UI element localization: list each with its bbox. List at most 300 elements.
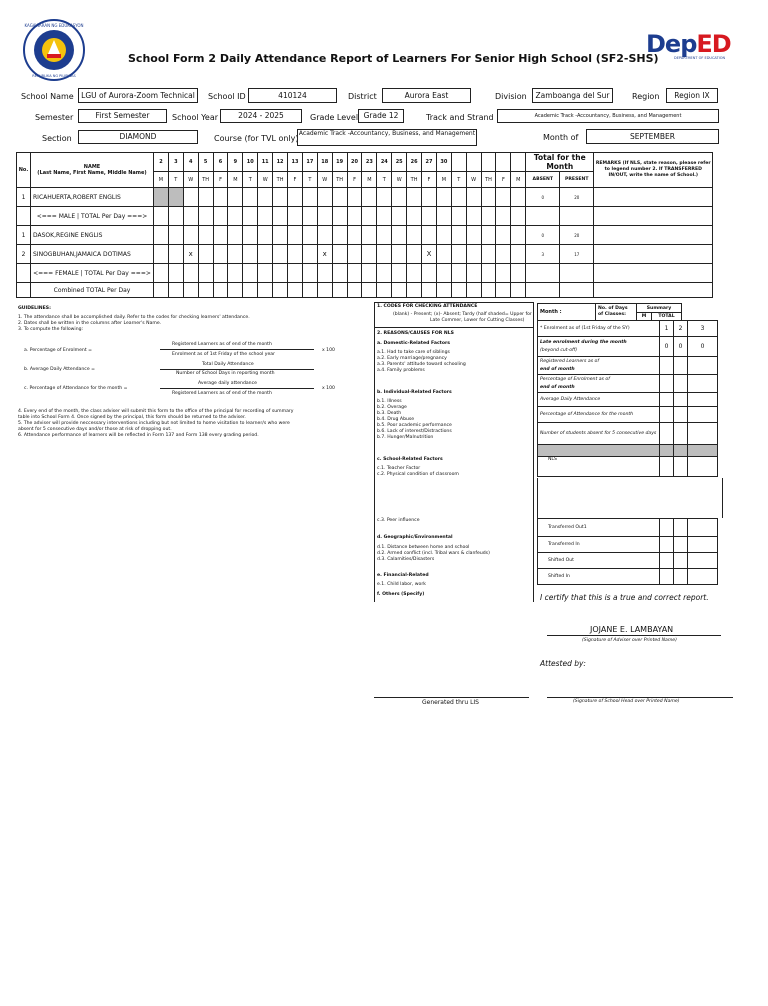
- date-header: 24: [377, 153, 392, 172]
- day-header: M: [511, 172, 526, 188]
- attendance-cell[interactable]: [362, 188, 377, 207]
- attendance-cell[interactable]: [347, 245, 362, 264]
- formula-c-denominator: Registered Learners as of end of the month: [172, 391, 272, 396]
- attendance-cell[interactable]: [288, 188, 303, 207]
- attendance-cell[interactable]: [466, 245, 481, 264]
- attendance-cell[interactable]: [213, 226, 228, 245]
- semester-field[interactable]: First Semester: [78, 109, 167, 123]
- geographic-heading: d. Geographic/Environmental: [377, 535, 453, 540]
- region-field[interactable]: Region IX: [666, 88, 718, 103]
- attendance-cell[interactable]: [451, 283, 466, 298]
- attendance-cell[interactable]: [347, 264, 362, 283]
- absent-total: [526, 264, 560, 283]
- learner-name: DASOK,REGINE ENGLIS: [31, 226, 154, 245]
- attendance-cell[interactable]: [273, 188, 288, 207]
- attendance-cell[interactable]: [273, 283, 288, 298]
- attendance-cell[interactable]: [168, 207, 183, 226]
- learner-name: SINOGBUHAN,JAMAICA DOTIMAS: [31, 245, 154, 264]
- attendance-cell[interactable]: [317, 207, 332, 226]
- attendance-cell[interactable]: [347, 226, 362, 245]
- attendance-cell[interactable]: [511, 207, 526, 226]
- name-header: [31, 153, 154, 188]
- learner-row: [17, 207, 713, 226]
- attendance-cell[interactable]: [302, 207, 317, 226]
- attendance-cell[interactable]: [451, 188, 466, 207]
- transfer-table: [537, 518, 718, 585]
- attendance-cell[interactable]: [273, 226, 288, 245]
- attendance-cell[interactable]: [422, 207, 437, 226]
- learner-no: 2: [17, 245, 31, 264]
- course-field[interactable]: Academic Track -Accountancy, Business, and Management: [297, 129, 477, 146]
- attendance-cell[interactable]: [436, 283, 451, 298]
- name-header-sub: (Last Name, First Name, Middle Name): [37, 170, 147, 176]
- attendance-cell[interactable]: [332, 283, 347, 298]
- attendance-cell[interactable]: [332, 207, 347, 226]
- reason-a3: a.3. Parents' attitude toward schooling: [377, 362, 466, 367]
- day-header: F: [347, 172, 362, 188]
- attendance-cell[interactable]: [168, 188, 183, 207]
- attendance-cell[interactable]: [198, 188, 213, 207]
- attendance-cell[interactable]: [496, 207, 511, 226]
- date-header: 2: [154, 153, 169, 172]
- attendance-cell[interactable]: [258, 245, 273, 264]
- attendance-cell[interactable]: [168, 245, 183, 264]
- attendance-cell[interactable]: [288, 245, 303, 264]
- attendance-cell[interactable]: [228, 226, 243, 245]
- learner-name: Combined TOTAL Per Day: [31, 283, 154, 298]
- attendance-cell[interactable]: [347, 283, 362, 298]
- attendance-cell[interactable]: [466, 188, 481, 207]
- attendance-cell[interactable]: [154, 283, 169, 298]
- attendance-cell[interactable]: [436, 226, 451, 245]
- attendance-cell[interactable]: [273, 207, 288, 226]
- learner-no: [17, 207, 31, 226]
- registered-sub: end of month: [540, 366, 575, 372]
- attendance-cell[interactable]: [392, 283, 407, 298]
- individual-heading: b. Individual-Related Factors: [377, 390, 452, 395]
- attendance-cell[interactable]: [332, 245, 347, 264]
- date-header: 27: [422, 153, 437, 172]
- attendance-cell[interactable]: [198, 264, 213, 283]
- day-header: M: [362, 172, 377, 188]
- attendance-cell[interactable]: [273, 264, 288, 283]
- attendance-cell[interactable]: [422, 188, 437, 207]
- reasons-heading: 2. REASONS/CAUSES FOR NLS: [377, 331, 454, 336]
- guideline-1: 1. The attendance shall be accomplished daily. Refer to the codes for checking learners' attendance.: [18, 315, 250, 320]
- absent-total: 3: [526, 245, 560, 264]
- track-field[interactable]: Academic Track -Accountancy, Business, and Management: [497, 109, 719, 123]
- reason-a2: a.2. Early marriage/pregnancy: [377, 356, 447, 361]
- summary-total-header: TOTAL: [652, 313, 682, 321]
- date-header: [466, 153, 481, 172]
- division-field[interactable]: Zamboanga del Sur: [532, 88, 613, 103]
- attendance-cell[interactable]: [213, 264, 228, 283]
- attendance-cell[interactable]: [228, 207, 243, 226]
- summary-table: [537, 303, 682, 321]
- deped-logo-text: DepED: [646, 30, 731, 58]
- present-total: 17: [560, 245, 594, 264]
- track-label: Track and Strand: [426, 113, 494, 122]
- attendance-cell[interactable]: [288, 207, 303, 226]
- attendance-cell[interactable]: [451, 207, 466, 226]
- attendance-cell[interactable]: [243, 264, 258, 283]
- date-header: 10: [243, 153, 258, 172]
- learner-row: [17, 245, 713, 264]
- attendance-cell[interactable]: [362, 226, 377, 245]
- attendance-cell[interactable]: [407, 188, 422, 207]
- summary-data-table: [537, 320, 718, 477]
- attendance-cell[interactable]: [332, 264, 347, 283]
- shifted-in-label: Shifted In: [538, 569, 660, 585]
- attendance-cell[interactable]: [377, 264, 392, 283]
- guideline-2: 2. Dates shall be written in the columns after Learner's Name.: [18, 321, 162, 326]
- attendance-cell[interactable]: [302, 226, 317, 245]
- reason-b1: b.1. Illness: [377, 399, 402, 404]
- attendance-cell[interactable]: [481, 245, 496, 264]
- date-header: 19: [332, 153, 347, 172]
- attendance-cell[interactable]: [511, 245, 526, 264]
- day-header: T: [302, 172, 317, 188]
- formula-a-multiplier: x 100: [322, 348, 335, 353]
- guideline-5: 5. The adviser will provide neccessary interventions including but not limited to home visitation to learner/s who were: [18, 421, 290, 426]
- attendance-cell[interactable]: [407, 283, 422, 298]
- absent-total: 0: [526, 226, 560, 245]
- shifted-out-label: Shifted Out: [538, 553, 660, 569]
- guideline-4: 4. Every end of the month, the class adviser will submit this form to the office of the principal for recording of summary: [18, 409, 294, 414]
- region-label: Region: [632, 92, 660, 101]
- remarks-cell[interactable]: [594, 264, 713, 283]
- attendance-cell[interactable]: [213, 188, 228, 207]
- attendance-cell[interactable]: [317, 264, 332, 283]
- attendance-cell[interactable]: [183, 283, 198, 298]
- attendance-cell[interactable]: [168, 226, 183, 245]
- attendance-cell[interactable]: [392, 245, 407, 264]
- school-head-signature-caption: (Signature of School Head over Printed Name): [573, 699, 680, 704]
- school-id-field[interactable]: 410124: [248, 88, 337, 103]
- adviser-signature-caption: (Signature of Adviser over Printed Name): [582, 638, 677, 643]
- formula-c-label: c. Percentage of Attendance for the month =: [24, 386, 128, 391]
- attendance-cell[interactable]: [407, 264, 422, 283]
- attendance-cell[interactable]: [481, 188, 496, 207]
- learner-row: [17, 283, 713, 298]
- day-header: M: [436, 172, 451, 188]
- attendance-cell[interactable]: [436, 207, 451, 226]
- transferred-out-label: Transferred Out1: [538, 519, 660, 537]
- reason-b4: b.4. Drug Abuse: [377, 417, 415, 422]
- attendance-cell[interactable]: [436, 264, 451, 283]
- remarks-cell[interactable]: [594, 226, 713, 245]
- attendance-cell[interactable]: [258, 264, 273, 283]
- attendance-cell[interactable]: [288, 283, 303, 298]
- attendance-cell[interactable]: [183, 264, 198, 283]
- attendance-cell[interactable]: [466, 283, 481, 298]
- attendance-cell[interactable]: [377, 226, 392, 245]
- codes-line-1: (blank) - Present; (x)- Absent; Tardy (half shaded= Upper for: [393, 312, 532, 317]
- generated-text: Generated thru LIS: [422, 699, 479, 706]
- ada-label: Average Daily Attendance: [538, 393, 660, 407]
- deped-seal-logo: [22, 18, 86, 82]
- attendance-cell[interactable]: [243, 245, 258, 264]
- attendance-cell[interactable]: [213, 245, 228, 264]
- present-total: [560, 264, 594, 283]
- attendance-cell[interactable]: [213, 283, 228, 298]
- day-header: F: [422, 172, 437, 188]
- remarks-cell[interactable]: [594, 283, 713, 298]
- reason-d2: d.2. Armed conflict (incl. Tribal wars & clanfeuds): [377, 551, 490, 556]
- attendance-cell[interactable]: [481, 226, 496, 245]
- seal-text: KAGAWARAN NG EDUKASYON: [24, 23, 84, 28]
- name-header-title: NAME: [83, 164, 101, 170]
- attendance-cell[interactable]: [198, 283, 213, 298]
- attendance-cell[interactable]: [392, 226, 407, 245]
- remarks-cell[interactable]: [594, 245, 713, 264]
- attendance-cell[interactable]: [258, 207, 273, 226]
- attendance-cell[interactable]: [481, 207, 496, 226]
- date-header: [451, 153, 466, 172]
- late-enrolment-label: Late enrolment during the month: [540, 339, 627, 345]
- attendance-cell[interactable]: [317, 226, 332, 245]
- reason-c3: c.3. Peer influence: [377, 518, 420, 523]
- section-label: Section: [42, 134, 72, 143]
- attendance-cell[interactable]: [168, 264, 183, 283]
- attendance-cell[interactable]: [302, 283, 317, 298]
- attendance-cell[interactable]: [422, 226, 437, 245]
- school-name-label: School Name: [21, 92, 74, 101]
- course-label: Course (for TVL only): [214, 134, 299, 143]
- attendance-cell[interactable]: [362, 264, 377, 283]
- attendance-cell[interactable]: [243, 207, 258, 226]
- present-header: PRESENT: [560, 172, 594, 188]
- date-header: 23: [362, 153, 377, 172]
- attendance-cell[interactable]: [183, 207, 198, 226]
- guideline-4b: table into School Form 4. Once signed by the principal, this form should be returned to the adviser.: [18, 415, 246, 420]
- section-field[interactable]: DIAMOND: [78, 130, 198, 144]
- attendance-cell[interactable]: [154, 264, 169, 283]
- attendance-cell[interactable]: [496, 226, 511, 245]
- attendance-cell[interactable]: [154, 207, 169, 226]
- attendance-cell[interactable]: [451, 226, 466, 245]
- day-header: W: [317, 172, 332, 188]
- attendance-cell[interactable]: [288, 226, 303, 245]
- day-header: TH: [273, 172, 288, 188]
- remarks-cell[interactable]: [594, 207, 713, 226]
- transferred-in-label: Transferred In: [538, 537, 660, 553]
- attendance-cell[interactable]: [228, 283, 243, 298]
- attendance-cell[interactable]: [302, 264, 317, 283]
- day-header: TH: [407, 172, 422, 188]
- school-year-field[interactable]: 2024 - 2025: [220, 109, 302, 123]
- attendance-cell[interactable]: [392, 207, 407, 226]
- day-header: T: [377, 172, 392, 188]
- reason-b7: b.7. Hunger/Malnutrition: [377, 435, 434, 440]
- reason-a4: a.4. Family problems: [377, 368, 425, 373]
- attendance-cell[interactable]: [496, 188, 511, 207]
- reason-d3: d.3. Calamities/Disasters: [377, 557, 435, 562]
- attendance-cell[interactable]: [362, 283, 377, 298]
- formula-a-denominator: Enrolment as of 1st Friday of the school year: [172, 352, 276, 357]
- attendance-cell[interactable]: [377, 245, 392, 264]
- formula-a-numerator: Registered Learners as of end of the month: [172, 342, 272, 347]
- day-header: T: [451, 172, 466, 188]
- attendance-cell[interactable]: [496, 245, 511, 264]
- enrolment-f: 2: [674, 321, 688, 337]
- late-enrolment-sub: (beyond cut-off): [540, 347, 578, 353]
- attendance-cell[interactable]: [511, 188, 526, 207]
- attendance-cell[interactable]: [436, 188, 451, 207]
- day-header: W: [258, 172, 273, 188]
- attendance-cell[interactable]: [407, 226, 422, 245]
- date-header: 18: [317, 153, 332, 172]
- attendance-cell[interactable]: [198, 226, 213, 245]
- domestic-heading: a. Domestic-Related Factors: [377, 341, 451, 346]
- attendance-cell[interactable]: [496, 264, 511, 283]
- attendance-cell[interactable]: [362, 245, 377, 264]
- attendance-cell[interactable]: [228, 264, 243, 283]
- attendance-cell[interactable]: [198, 207, 213, 226]
- attendance-cell[interactable]: [332, 188, 347, 207]
- attendance-cell[interactable]: [407, 245, 422, 264]
- absent-total: 0: [526, 188, 560, 207]
- summary-right-border: [537, 478, 723, 518]
- date-header: [481, 153, 496, 172]
- attendance-cell[interactable]: [511, 264, 526, 283]
- reason-c1: c.1. Teacher Factor: [377, 466, 421, 471]
- present-total: 20: [560, 188, 594, 207]
- absent-header: ABSENT: [526, 172, 560, 188]
- attendance-cell[interactable]: [273, 245, 288, 264]
- day-header: M: [228, 172, 243, 188]
- date-header: [496, 153, 511, 172]
- formula-c-numerator: Average daily attendance: [198, 381, 257, 386]
- district-label: District: [348, 92, 377, 101]
- attendance-cell[interactable]: [377, 207, 392, 226]
- attendance-cell[interactable]: [422, 283, 437, 298]
- guideline-3: 3. To compute the following:: [18, 327, 84, 332]
- date-header: 30: [436, 153, 451, 172]
- nls-label: NLS: [538, 457, 660, 477]
- attendance-cell[interactable]: [496, 283, 511, 298]
- pct-attendance-label: Percentage of Attendance for the month: [538, 407, 660, 423]
- date-header: 12: [273, 153, 288, 172]
- attendance-cell[interactable]: [451, 245, 466, 264]
- attendance-cell[interactable]: [407, 207, 422, 226]
- total-month-header: Total for the Month: [526, 153, 594, 172]
- date-header: 3: [168, 153, 183, 172]
- attendance-cell[interactable]: [466, 264, 481, 283]
- day-header: TH: [332, 172, 347, 188]
- attendance-cell[interactable]: [154, 245, 169, 264]
- remarks-cell[interactable]: [594, 188, 713, 207]
- attendance-cell[interactable]: [228, 188, 243, 207]
- attendance-cell[interactable]: [198, 245, 213, 264]
- attendance-cell[interactable]: [258, 226, 273, 245]
- learner-name: RICAHUERTA,ROBERT ENGLIS: [31, 188, 154, 207]
- day-header: F: [288, 172, 303, 188]
- attendance-cell[interactable]: [183, 226, 198, 245]
- attendance-cell[interactable]: [154, 226, 169, 245]
- attendance-cell[interactable]: [362, 207, 377, 226]
- attendance-cell[interactable]: [183, 188, 198, 207]
- attendance-cell[interactable]: x: [183, 245, 198, 264]
- attendance-cell[interactable]: [243, 283, 258, 298]
- learner-no: 1: [17, 188, 31, 207]
- reason-b6: b.6. Lack of interest/Distractions: [377, 429, 452, 434]
- district-field[interactable]: Aurora East: [382, 88, 471, 103]
- registered-label: Registered Learners as of: [540, 358, 599, 364]
- formula-b-numerator: Total Daily Attendance: [202, 362, 254, 367]
- attendance-cell[interactable]: [243, 226, 258, 245]
- summary-heading: Summary: [637, 304, 682, 313]
- date-header: 9: [228, 153, 243, 172]
- attendance-cell[interactable]: [377, 188, 392, 207]
- summary-month-label: Month :: [538, 304, 596, 321]
- school-name-field[interactable]: LGU of Aurora-Zoom Technical: [78, 88, 198, 103]
- attendance-cell[interactable]: [302, 245, 317, 264]
- attendance-cell[interactable]: [258, 283, 273, 298]
- attendance-cell[interactable]: [451, 264, 466, 283]
- attendance-cell[interactable]: [317, 283, 332, 298]
- formula-b-label: b. Average Daily Attendance =: [24, 367, 95, 372]
- attendance-cell[interactable]: [511, 226, 526, 245]
- attendance-cell[interactable]: [228, 245, 243, 264]
- school-id-label: School ID: [208, 92, 246, 101]
- attendance-cell[interactable]: [347, 188, 362, 207]
- pct-enrolment-label: Percentage of Enrolment as of: [540, 376, 610, 382]
- attendance-cell[interactable]: [347, 207, 362, 226]
- financial-heading: e. Financial-Related: [377, 573, 429, 578]
- attendance-cell[interactable]: [392, 264, 407, 283]
- attendance-cell[interactable]: [213, 207, 228, 226]
- attendance-cell[interactable]: [332, 226, 347, 245]
- formula-a-label: a. Percentage of Enrolment =: [24, 348, 92, 353]
- attendance-cell[interactable]: [302, 188, 317, 207]
- day-header: M: [154, 172, 169, 188]
- reason-b2: b.2. Overage: [377, 405, 407, 410]
- attendance-cell[interactable]: [317, 188, 332, 207]
- attendance-cell[interactable]: [288, 264, 303, 283]
- attendance-cell[interactable]: [436, 245, 451, 264]
- attendance-cell[interactable]: [422, 264, 437, 283]
- date-header: 11: [258, 153, 273, 172]
- learner-no: 1: [17, 226, 31, 245]
- division-label: Division: [495, 92, 527, 101]
- absent5-label: Number of students absent for 5 consecutive days: [538, 423, 660, 445]
- month-label: Month of: [543, 133, 579, 142]
- guidelines-heading: GUIDELINES:: [18, 306, 51, 311]
- attendance-cell[interactable]: [243, 188, 258, 207]
- learner-name: <=== FEMALE | TOTAL Per Day ===>: [31, 264, 154, 283]
- attendance-cell[interactable]: [466, 207, 481, 226]
- grade-level-field[interactable]: Grade 12: [358, 109, 404, 123]
- attendance-cell[interactable]: [466, 226, 481, 245]
- attendance-cell[interactable]: [481, 283, 496, 298]
- attendance-cell[interactable]: [377, 283, 392, 298]
- grade-level-label: Grade Level: [310, 113, 359, 122]
- attendance-cell[interactable]: [258, 188, 273, 207]
- attendance-cell[interactable]: [168, 283, 183, 298]
- attendance-cell[interactable]: [154, 188, 169, 207]
- attendance-cell[interactable]: [392, 188, 407, 207]
- attendance-cell[interactable]: x: [317, 245, 332, 264]
- attendance-cell[interactable]: X: [422, 245, 437, 264]
- summary-m-header: M: [637, 313, 652, 321]
- absent-total: [526, 207, 560, 226]
- others-heading: f. Others (Specify): [377, 592, 425, 597]
- attendance-cell[interactable]: [481, 264, 496, 283]
- attendance-cell[interactable]: [511, 283, 526, 298]
- month-field[interactable]: SEPTEMBER: [586, 129, 719, 144]
- day-header: TH: [481, 172, 496, 188]
